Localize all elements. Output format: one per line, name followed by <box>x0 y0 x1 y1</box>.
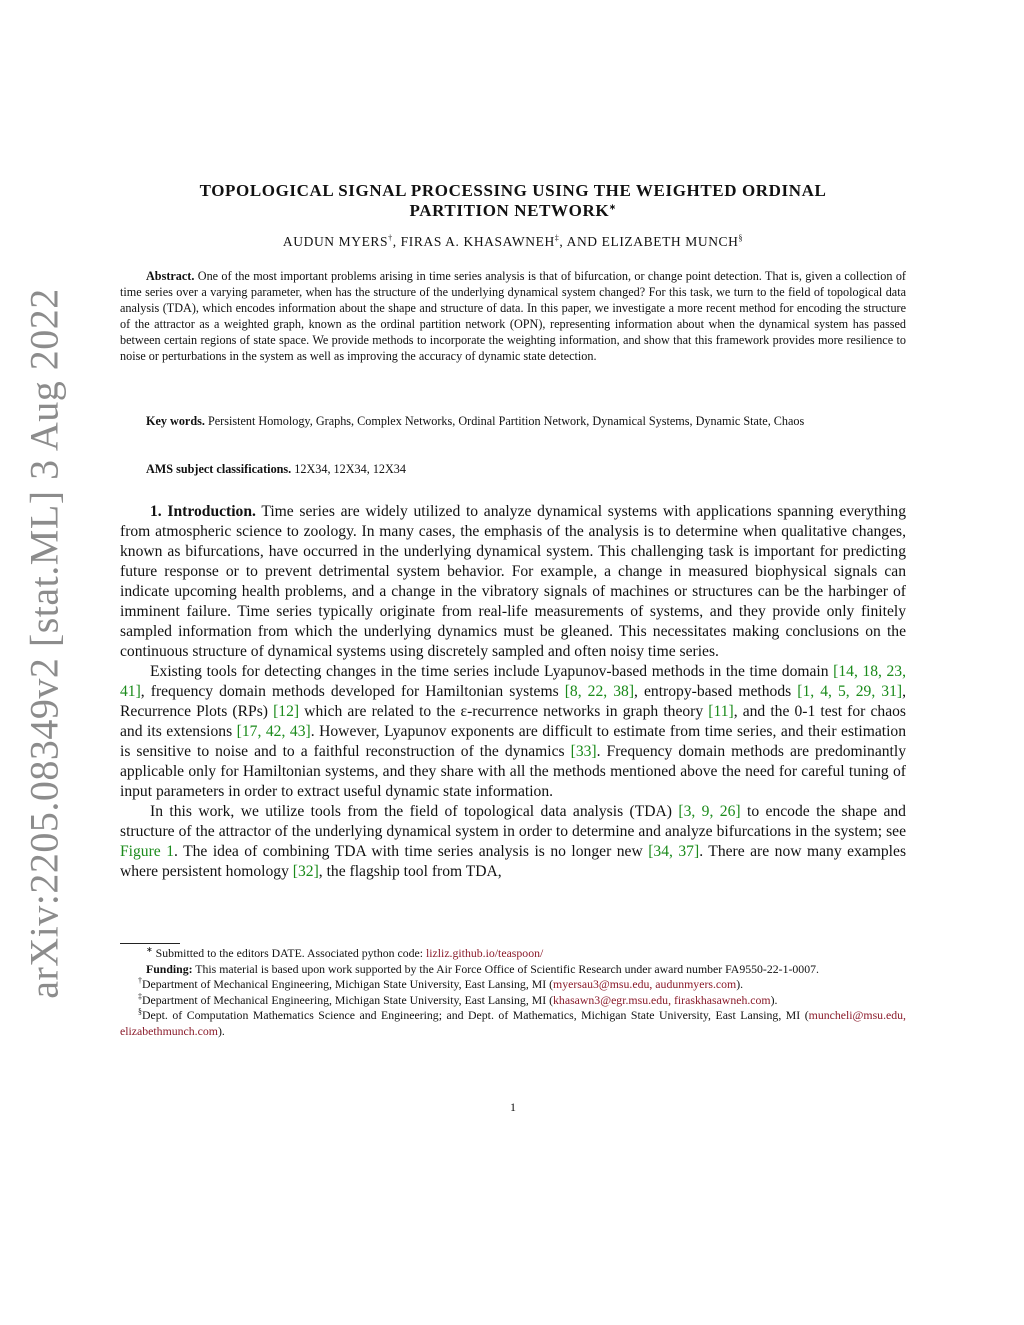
funding-text: This material is based upon work supported by the Air Force Office of Scientific Research under award number FA9550-22-1-0007. <box>192 961 819 976</box>
ams-label: AMS subject classifications. <box>146 462 292 476</box>
footnote-mark: † <box>138 976 142 986</box>
arxiv-identifier-stamp: arXiv:2205.08349v2 [stat.ML] 3 Aug 2022 <box>21 288 67 999</box>
keywords <box>120 413 906 429</box>
section-heading: 1. Introduction. <box>150 503 256 520</box>
author-list <box>120 234 906 250</box>
intro-paragraph-2 <box>120 662 906 802</box>
email-link[interactable]: muncheli@msu.edu, elizabethmunch.com <box>120 1008 906 1038</box>
intro-paragraph-1 <box>120 502 906 662</box>
p2-text: Existing tools for detecting changes in the time series include Lyapunov-based methods in the time domain <box>150 663 834 680</box>
body-text <box>120 502 906 882</box>
footnote-text: ). <box>736 977 744 991</box>
funding-label: Funding: <box>146 961 193 976</box>
title-footnote-mark: ∗ <box>609 202 617 212</box>
author-2: , FIRAS A. KHASAWNEH <box>392 234 555 249</box>
citation-link[interactable]: [1, 4, 5, 29, 31] <box>797 683 903 700</box>
p2-text: . However, Lyapunov exponents are difficult to estimate from time series, and their estimation is sensitive to noise and to a faithful reconstruction of the dynamics <box>120 723 907 760</box>
citation-link[interactable]: [32] <box>292 863 319 880</box>
citation-link[interactable]: [17, 42, 43] <box>236 723 311 740</box>
title-line-2: PARTITION NETWORK <box>409 201 610 220</box>
author-3: , AND ELIZABETH MUNCH <box>559 234 739 249</box>
footnote-submission <box>120 946 906 962</box>
author-1-mark: † <box>388 233 393 243</box>
email-link[interactable]: khasawn3@egr.msu.edu, firaskhasawneh.com <box>553 992 771 1007</box>
title-line-1: TOPOLOGICAL SIGNAL PROCESSING USING THE WEIGHTED ORDINAL <box>199 181 827 200</box>
ams-text: 12X34, 12X34, 12X34 <box>294 462 406 476</box>
citation-link[interactable]: [12] <box>273 703 300 720</box>
abstract-text: One of the most important problems arising in time series analysis is that of bifurcation, or change point detection. That is, given a collection of time series over a varying parameter, when has the structure of the underlying dynamical system changed? For this task, we turn to the field of topological data analysis (TDA), which encodes information about the shape and structure of data. In this paper, we investigate a more recent method for encoding the structure of the attractor as a weighted graph, known as the ordinal partition network (OPN), representing information about when the dynamical system has passed between certain regions of state space. We provide methods to incorporate the weighting information, and show that this framework provides more resilience to noise or perturbations in the system as well as improving the accuracy of dynamic state detection. <box>120 269 906 363</box>
citation-link[interactable]: [8, 22, 38] <box>564 683 635 700</box>
p2-text: , Recurrence Plots (RPs) <box>120 683 907 720</box>
keywords-text: Persistent Homology, Graphs, Complex Networks, Ordinal Partition Network, Dynamical Systems, Dynamic State, Chaos <box>207 414 805 428</box>
page-number: 1 <box>510 1100 516 1114</box>
footnote-text: Dept. of Computation Mathematics Science and Engineering; and Dept. of Mathematics, Michigan State University, East Lansing, MI ( <box>142 1008 809 1022</box>
ams-classification <box>146 462 406 477</box>
email-link[interactable]: myersau3@msu.edu, audunmyers.com <box>553 977 737 991</box>
p3-text: to encode the shape and structure of the attractor of the underlying dynamical system in order to determine and analyze bifurcations in the system; see <box>120 803 906 840</box>
p3-text: . The idea of combining TDA with time series analysis is no longer new <box>174 843 649 860</box>
footnote-text: ). <box>217 1023 225 1038</box>
p3-text: . There are now many examples where persistent homology <box>120 843 907 880</box>
footnote-funding <box>120 962 906 978</box>
footnote-mark: ∗ <box>146 945 153 955</box>
footnote-author-2 <box>120 993 906 1009</box>
abstract-label: Abstract. <box>146 269 195 283</box>
citation-link[interactable]: [34, 37] <box>648 843 700 860</box>
citation-link[interactable]: [11] <box>708 703 734 720</box>
intro-paragraph-3 <box>120 802 906 882</box>
abstract <box>120 268 906 364</box>
citation-link[interactable]: [33] <box>570 743 597 760</box>
p3-text: , the flagship tool from TDA, <box>318 863 502 880</box>
paper-title <box>120 181 906 221</box>
footnote-mark: ‡ <box>138 991 142 1001</box>
footnote-mark: § <box>138 1007 142 1017</box>
footnote-text: Department of Mechanical Engineering, Michigan State University, East Lansing, MI ( <box>142 977 554 991</box>
footnotes <box>120 946 906 1039</box>
keywords-label: Key words. <box>146 414 205 428</box>
author-1: AUDUN MYERS <box>282 234 389 249</box>
citation-link[interactable]: [3, 9, 26] <box>678 803 741 820</box>
citation-link[interactable]: [14, 18, 23, 41] <box>120 663 907 700</box>
footnote-text: Submitted to the editors DATE. Associated python code: <box>152 946 426 960</box>
footnote-divider <box>120 943 180 944</box>
p2-text: which are related to the ε-recurrence networks in graph theory <box>299 703 709 720</box>
footnote-text: ). <box>770 992 778 1007</box>
p2-text: , and the 0-1 test for chaos and its extensions <box>120 703 906 740</box>
footnote-text: Department of Mechanical Engineering, Michigan State University, East Lansing, MI ( <box>142 992 554 1007</box>
author-2-mark: ‡ <box>554 233 560 243</box>
p2-text: , frequency domain methods developed for Hamiltonian systems <box>140 683 565 700</box>
author-3-mark: § <box>738 233 744 243</box>
p2-text: , entropy-based methods <box>634 683 798 700</box>
intro-p1-text: Time series are widely utilized to analyze dynamical systems with applications spanning everything from atmospheric science to zoology. In many cases, the emphasis of the analysis is to determine when qualitative changes, known as bifurcations, have occurred in the underlying dynamical system. This challenging task is important for predicting future response or to prevent detrimental system behavior. For example, a change in measured biophysical signals can indicate upcoming health problems, and a change in the vibratory signals of machines or structures can be the harbinger of imminent failure. Time series typically originate from real-life measurements of systems, and they provide only finitely sampled information from which the underlying dynamics must be gleaned. This necessitates making conclusions on the continuous structure of dynamical systems using discretely sampled and often noisy time series. <box>120 503 907 660</box>
teaspoon-link[interactable]: lizliz.github.io/teaspoon/ <box>425 946 544 960</box>
footnote-author-3 <box>120 1008 906 1039</box>
p3-text: In this work, we utilize tools from the field of topological data analysis (TDA) <box>150 803 679 820</box>
figure-reference-link[interactable]: Figure 1 <box>120 843 174 860</box>
footnote-author-1 <box>120 977 906 993</box>
p2-text: . Frequency domain methods are predominantly applicable only for Hamiltonian systems, and they share with all the methods mentioned above the need for careful tuning of input parameters in order to extract useful dynamic state information. <box>120 743 906 800</box>
